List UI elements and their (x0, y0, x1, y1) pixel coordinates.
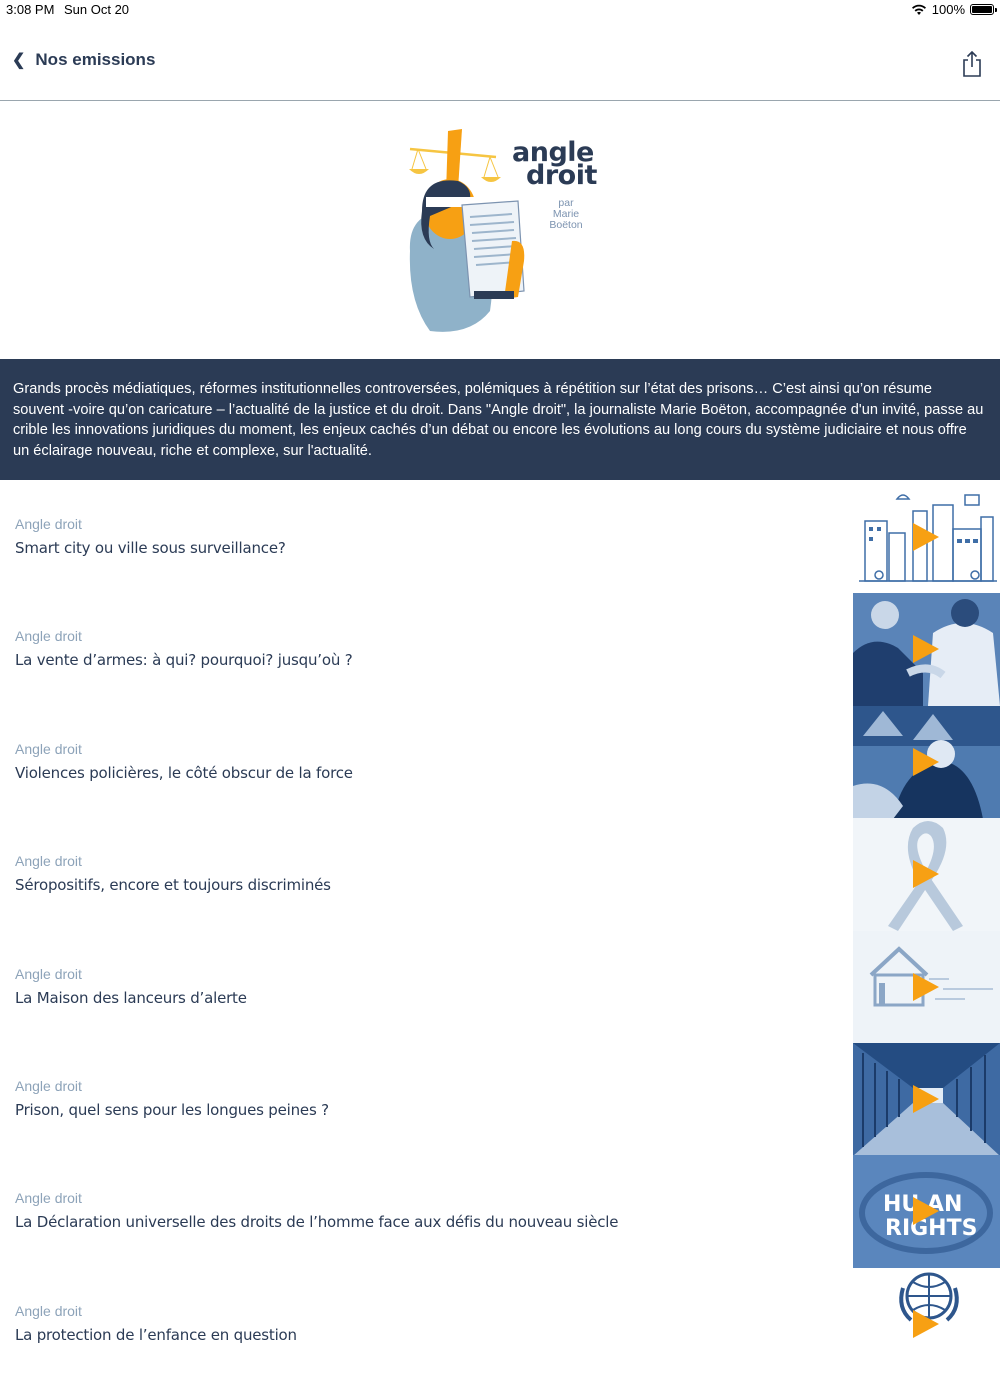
episode-title: La Maison des lanceurs d’alerte (15, 988, 247, 1007)
episode-row[interactable] (0, 593, 1000, 705)
logo-line-1: angle (512, 137, 594, 168)
logo-by-3: Boëton (549, 219, 583, 231)
show-logo-text (512, 137, 597, 191)
episode-list (0, 481, 1000, 1380)
play-icon (913, 1310, 939, 1338)
play-icon (913, 748, 939, 776)
episode-category: Angle droit (15, 740, 82, 757)
show-artwork (0, 101, 1000, 359)
logo-by-1: par (558, 197, 574, 209)
logo-by-2: Marie (552, 208, 580, 220)
episode-title: Smart city ou ville sous surveillance? (15, 539, 286, 557)
back-label: Nos emissions (35, 50, 156, 69)
episode-thumbnail[interactable] (853, 818, 1000, 930)
episode-category: Angle droit (15, 1190, 82, 1207)
episode-title: Séropositifs, encore et toujours discriminés (15, 876, 331, 895)
episode-title: Prison, quel sens pour les longues peines ? (15, 1100, 329, 1119)
episode-row[interactable] (0, 931, 1000, 1043)
play-icon (913, 1197, 939, 1225)
episode-category: Angle droit (15, 516, 82, 532)
episode-category: Angle droit (15, 1077, 82, 1094)
show-description: Grands procès médiatiques, réformes institutionnelles controversées, polémiques à répétition sur l’état des prisons… C’est ainsi qu’on résume souvent -voire qu’on caricature – l’actualité de la justice et du droit. Dans "Angle droit", la journaliste Marie Boëton, accompagnée d'un invité, passe au crible les innovations juridiques du moment, les enjeux cachés d’un débat ou encore les évolutions au long cours du système judiciaire et nous offre un éclairage nouveau, riche et complexe, sur l'actualité. (0, 359, 1000, 480)
episode-row[interactable] (0, 1043, 1000, 1155)
svg-text:RIGHTS: RIGHTS (885, 1216, 978, 1242)
battery-icon (970, 4, 994, 15)
episode-title: Violences policières, le côté obscur de la force (15, 763, 353, 782)
chevron-left-icon: ❮ (12, 52, 26, 69)
play-icon (913, 1085, 939, 1113)
episode-thumbnail[interactable] (853, 931, 1000, 1043)
episode-row[interactable] (0, 481, 1000, 593)
episode-category: Angle droit (15, 628, 82, 645)
play-icon (913, 973, 939, 1001)
battery-percent: 100% (931, 2, 965, 17)
episode-thumbnail[interactable] (853, 1155, 1000, 1267)
episode-thumbnail[interactable] (853, 1268, 1000, 1380)
wifi-icon (911, 4, 927, 16)
episode-row[interactable] (0, 818, 1000, 930)
episode-thumbnail[interactable] (853, 706, 1000, 818)
play-icon (913, 635, 939, 663)
back-button[interactable] (12, 50, 155, 70)
play-icon (913, 860, 939, 888)
status-date: Sun Oct 20 (64, 2, 130, 17)
play-icon (913, 523, 939, 551)
episode-row[interactable] (0, 1155, 1000, 1267)
episode-category: Angle droit (15, 965, 82, 982)
status-bar (0, 0, 1000, 20)
navigation-bar (0, 20, 1000, 101)
share-icon[interactable] (960, 50, 984, 78)
episode-category: Angle droit (15, 1302, 82, 1319)
episode-title: La Déclaration universelle des droits de l’homme face aux défis du nouveau siècle (15, 1213, 619, 1232)
status-right (911, 2, 994, 17)
episode-thumbnail[interactable] (853, 1043, 1000, 1155)
episode-title: La vente d’armes: à qui? pourquoi? jusqu’où ? (15, 651, 353, 670)
episode-title: La protection de l’enfance en question (15, 1325, 297, 1344)
logo-author (546, 198, 586, 231)
episode-category: Angle droit (15, 853, 82, 870)
status-time: 3:08 PM (6, 2, 55, 17)
episode-thumbnail[interactable] (853, 481, 1000, 593)
episode-row[interactable] (0, 1268, 1000, 1380)
episode-row[interactable] (0, 706, 1000, 818)
svg-text:HU AN: HU AN (883, 1192, 963, 1218)
episode-thumbnail[interactable] (853, 593, 1000, 705)
logo-line-2: droit (526, 160, 597, 191)
